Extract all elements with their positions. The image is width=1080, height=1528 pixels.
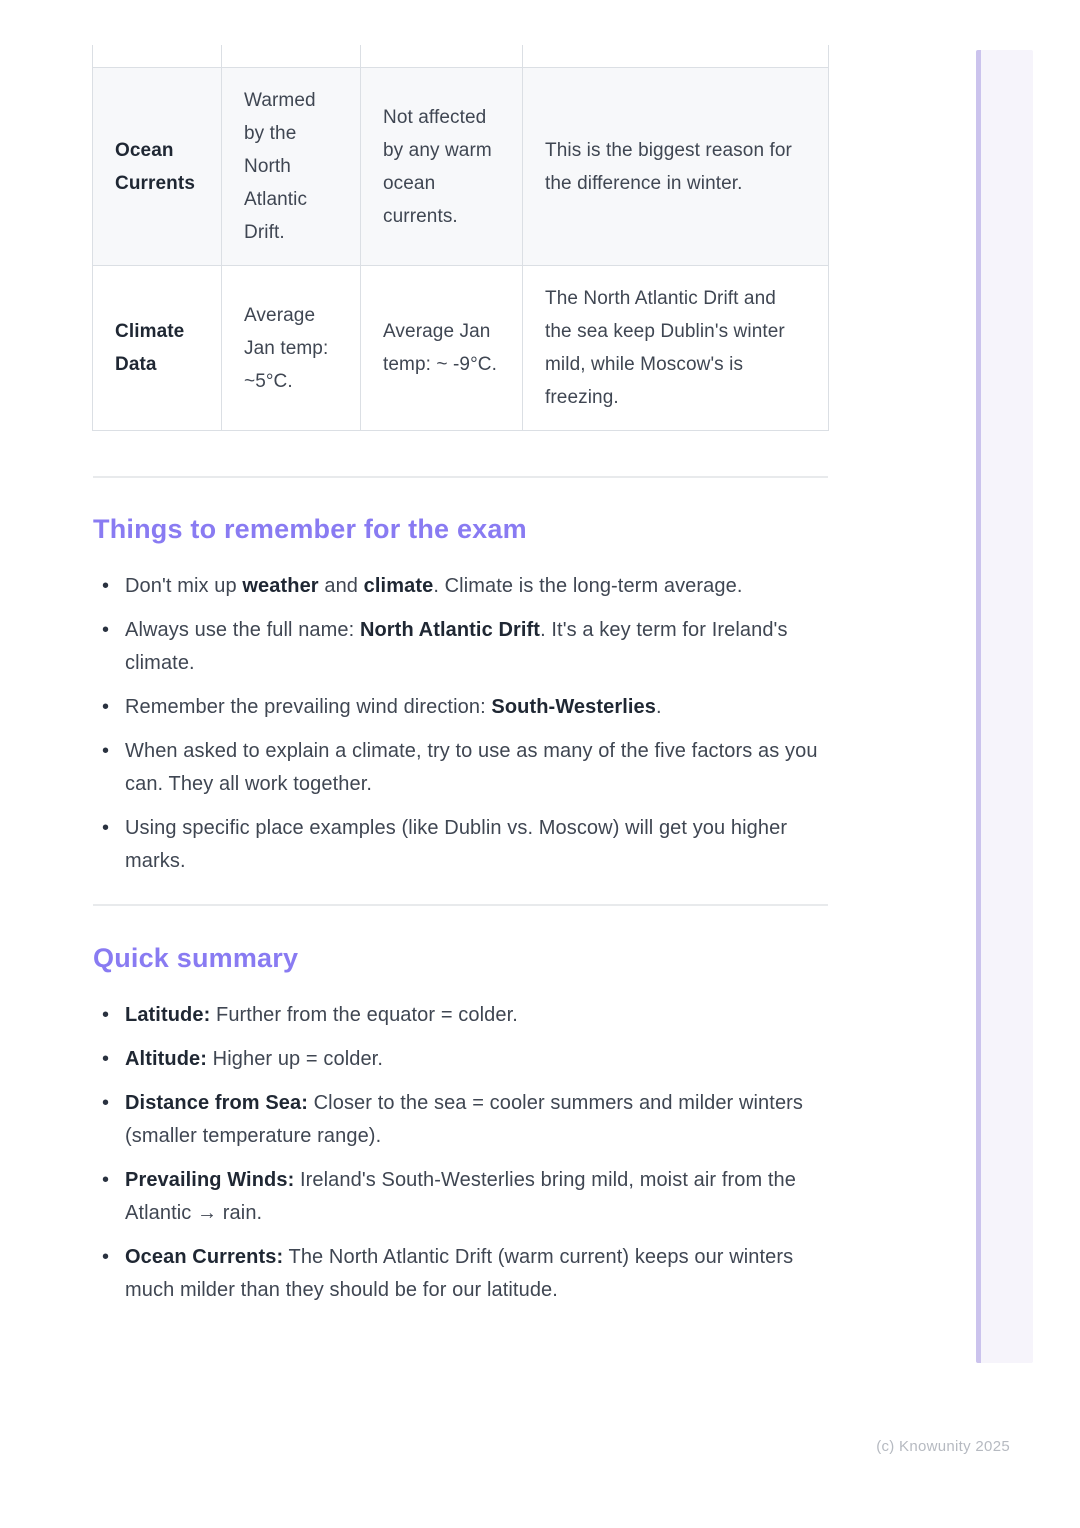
text-segment: Distance from Sea: xyxy=(125,1092,308,1114)
text-segment: North Atlantic Drift xyxy=(359,619,541,641)
row-header-cell xyxy=(93,45,222,68)
quick-summary-bullet-list xyxy=(93,999,828,1318)
table-cell: Not affected by any warm ocean currents. xyxy=(361,68,523,266)
page-edge-decoration xyxy=(976,50,1033,1363)
table-body xyxy=(93,45,829,431)
list-item xyxy=(93,1241,828,1307)
list-item xyxy=(93,614,828,680)
list-item xyxy=(93,1043,828,1076)
table-cell: The North Atlantic Drift and the sea keep Dublin's winter mild, while Moscow's is freezing. xyxy=(523,266,829,431)
text-segment: . It's a key term for Ireland's climate. xyxy=(125,619,788,674)
list-item xyxy=(93,691,828,724)
table-cell xyxy=(222,45,361,68)
text-segment: Remember the prevailing wind direction: xyxy=(125,696,492,718)
table-cell: Average Jan temp: ~ -9°C. xyxy=(361,266,523,431)
text-segment: Altitude: xyxy=(125,1048,207,1070)
table-cell xyxy=(361,45,523,68)
text-segment: . Climate is the long-term average. xyxy=(433,575,743,597)
table-cell xyxy=(523,45,829,68)
table-row xyxy=(93,68,829,266)
text-segment: The North Atlantic Drift (warm current) keeps our winters much milder than they should be for our latitude. xyxy=(125,1246,794,1301)
text-segment: Further from the equator = colder. xyxy=(210,1004,518,1026)
text-segment: Prevailing Winds: xyxy=(125,1169,295,1191)
text-segment: Higher up = colder. xyxy=(207,1048,383,1070)
section-title-exam-tips: Things to remember for the exam xyxy=(93,514,527,544)
table-cell: This is the biggest reason for the difference in winter. xyxy=(523,68,829,266)
section-divider xyxy=(93,476,828,478)
text-segment: When asked to explain a climate, try to use as many of the five factors as you can. They all work together. xyxy=(125,740,818,795)
list-item xyxy=(93,1164,828,1230)
text-segment: and xyxy=(318,575,364,597)
table-row xyxy=(93,45,829,68)
section-title-quick-summary: Quick summary xyxy=(93,943,299,973)
section-divider xyxy=(93,904,828,906)
table-cell: Average Jan temp: ~5°C. xyxy=(222,266,361,431)
text-segment: Ireland's South-Westerlies bring mild, moist air from the Atlantic → rain. xyxy=(125,1169,796,1224)
text-segment: climate xyxy=(363,575,434,597)
table-row xyxy=(93,266,829,431)
exam-tips-bullet-list xyxy=(93,570,828,889)
list-item xyxy=(93,1087,828,1153)
row-header-cell: Climate Data xyxy=(93,266,222,431)
list-item xyxy=(93,735,828,801)
text-segment: Latitude: xyxy=(125,1004,211,1026)
text-segment: South-Westerlies xyxy=(491,696,657,718)
text-segment: weather xyxy=(242,575,319,597)
text-segment: Closer to the sea = cooler summers and milder winters (smaller temperature range). xyxy=(125,1092,804,1147)
footer-copyright: (c) Knowunity 2025 xyxy=(876,1438,1010,1455)
text-segment: Using specific place examples (like Dublin vs. Moscow) will get you higher marks. xyxy=(125,817,788,872)
continuation-table xyxy=(92,45,829,431)
text-segment: Ocean Currents: xyxy=(125,1246,284,1268)
list-item xyxy=(93,999,828,1032)
text-segment: Always use the full name: xyxy=(125,619,360,641)
list-item xyxy=(93,812,828,878)
text-segment: Don't mix up xyxy=(125,575,243,597)
row-header-cell: Ocean Currents xyxy=(93,68,222,266)
text-segment: . xyxy=(656,696,662,718)
table-cell: Warmed by the North Atlantic Drift. xyxy=(222,68,361,266)
list-item xyxy=(93,570,828,603)
